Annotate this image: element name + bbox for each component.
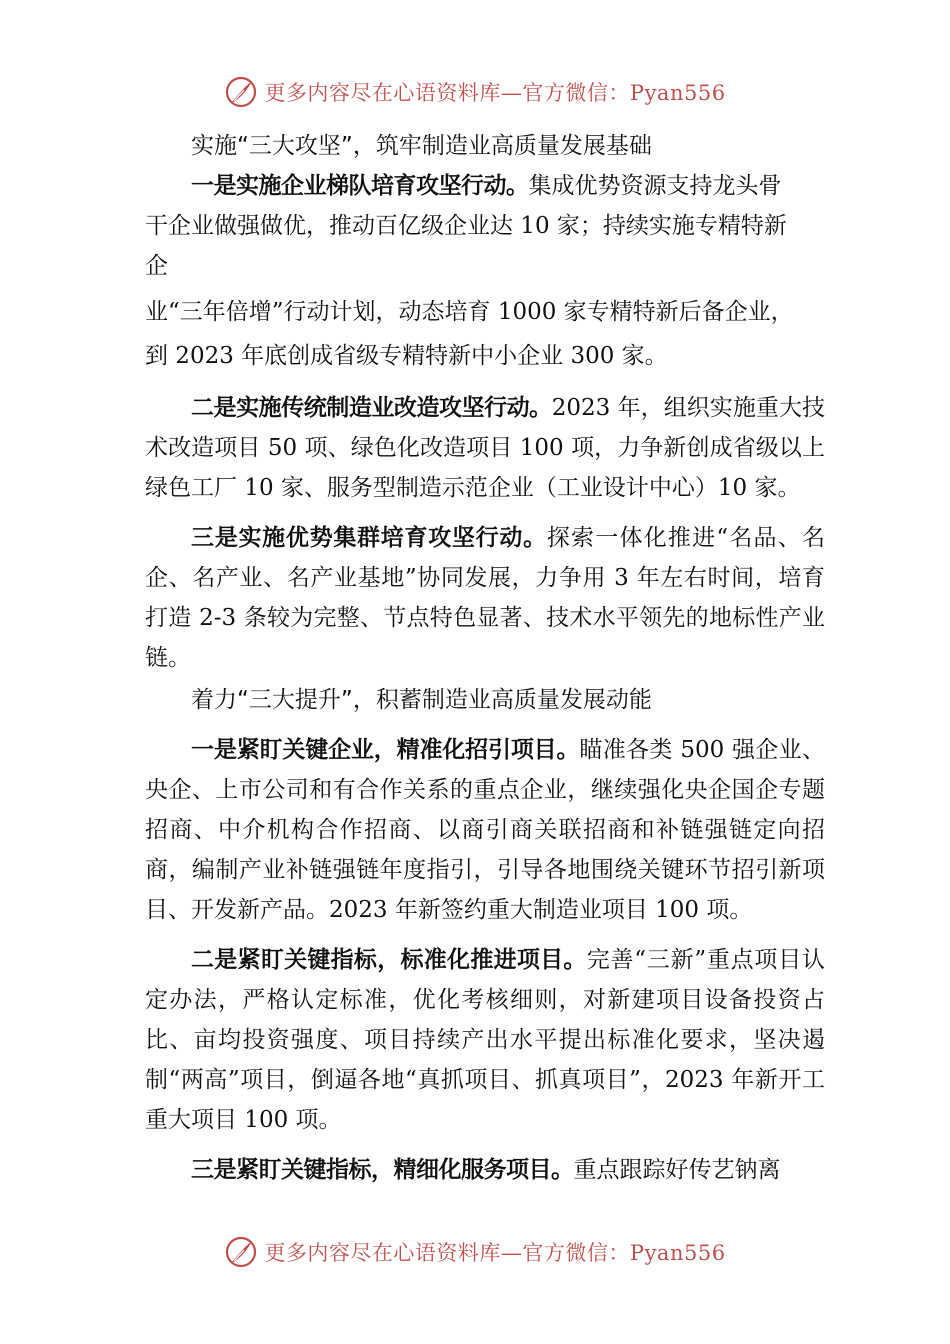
- paragraph-1-text-d: 业“三年倍增”行动计划，动态培育 1000 家专精特新后备企业，: [145, 299, 794, 325]
- paragraph-4-text: 瞄准各类 500 强企业、央企、上市公司和有合作关系的重点企业，继续强化央企国企专题招商、中介机构合作招商、以商引商关联招商和补链强链定向招商，编制产业补链强链年度指引，引导各地围绕关键环节招引新项目、开发新产品。2023 年新签约重大制造业项目 100 项。: [145, 737, 826, 923]
- paragraph-3: [145, 518, 825, 678]
- paragraph-5-text: 完善“三新”重点项目认定办法，严格认定标准，优化考核细则，对新建项目设备投资占比、亩均投资强度、项目持续产出水平提出标准化要求，坚决遏制“两高”项目，倒逼各地“真抓项目、抓真项目”，2023 年新开工重大项目 100 项。: [145, 947, 825, 1133]
- paragraph-2-text: 2023 年，组织实施重大技术改造项目 50 项、绿色化改造项目 100 项，力争新创成省级以上绿色工厂 10 家、服务型制造示范企业（工业设计中心）10 家。: [145, 395, 825, 501]
- paragraph-1-text-c: 企: [145, 253, 168, 279]
- section-heading-2: 着力“三大提升”，积蓄制造业高质量发展动能: [191, 687, 652, 713]
- paragraph-6-lead: 三是紧盯关键指标，精细化服务项目。: [191, 1157, 574, 1183]
- paragraph-1-text-b: 干企业做强做优，推动百亿级企业达 10 家；持续实施专精特新: [145, 213, 787, 239]
- top-banner: [0, 72, 950, 112]
- paragraph-2: [145, 388, 825, 508]
- paragraph-5-lead: 二是紧盯关键指标，标准化推进项目。: [191, 947, 587, 973]
- document-body: [145, 126, 825, 1190]
- paragraph-5: [145, 940, 825, 1140]
- feather-pen-logo-icon: [224, 75, 258, 109]
- paragraph-6-text: 重点跟踪好传艺钠离: [573, 1157, 781, 1183]
- paragraph-3-lead: 三是实施优势集群培育攻坚行动。: [191, 525, 547, 551]
- feather-pen-logo-icon: [224, 1235, 258, 1269]
- paragraph-1-lead: 一是实施企业梯队培育攻坚行动。: [191, 173, 529, 199]
- banner-text: 更多内容尽在心语资料库—官方微信：Pyan556: [264, 1241, 726, 1265]
- paragraph-4: [145, 730, 825, 930]
- paragraph-1: [145, 166, 825, 376]
- paragraph-1-text-e: 到 2023 年底创成省级专精特新中小企业 300 家。: [145, 343, 668, 369]
- paragraph-1-text-a: 集成优势资源支持龙头骨: [528, 173, 782, 199]
- section-heading-1: 实施“三大攻坚”，筑牢制造业高质量发展基础: [191, 133, 652, 159]
- bottom-banner: [0, 1232, 950, 1272]
- banner-text: 更多内容尽在心语资料库—官方微信：Pyan556: [264, 81, 726, 105]
- paragraph-4-lead: 一是紧盯关键企业，精准化招引项目。: [191, 737, 580, 763]
- paragraph-6: [145, 1150, 825, 1190]
- paragraph-3-text: 探索一体化推进“名品、名企、名产业、名产业基地”协同发展，力争用 3 年左右时间，培育打造 2-3 条较为完整、节点特色显著、技术水平领先的地标性产业链。: [145, 525, 825, 671]
- paragraph-2-lead: 二是实施传统制造业改造攻坚行动。: [191, 395, 552, 421]
